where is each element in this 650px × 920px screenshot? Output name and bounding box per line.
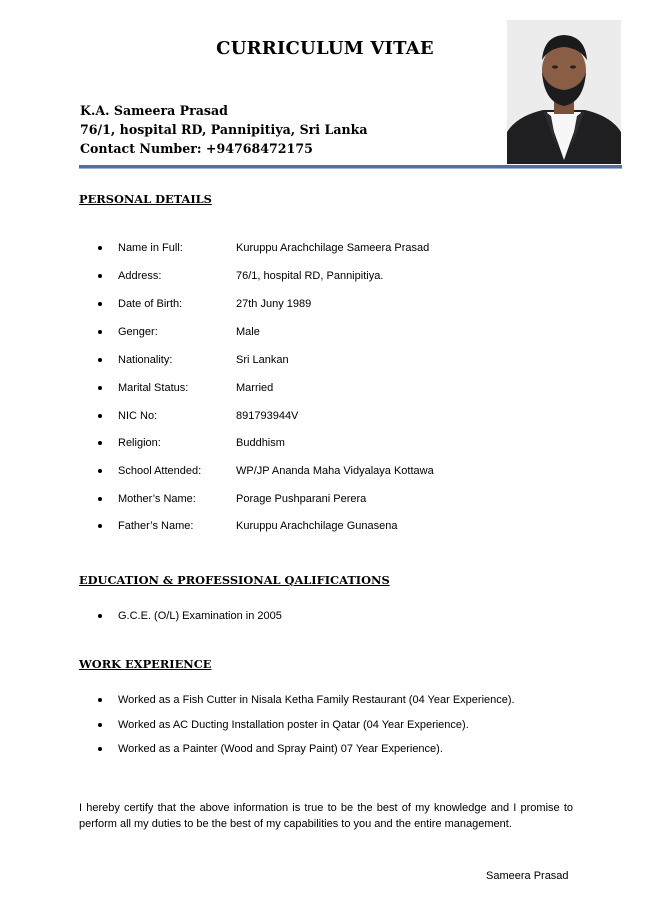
applicant-name: K.A. Sameera Prasad (80, 103, 228, 118)
profile-photo (507, 20, 621, 164)
bullet-icon (98, 747, 102, 751)
bullet-icon (98, 414, 102, 418)
personal-label: Marital Status: (118, 382, 189, 394)
bullet-icon (98, 698, 102, 702)
personal-label: NIC No: (118, 410, 158, 422)
header-divider-shadow (79, 168, 622, 169)
personal-value: Married (236, 382, 274, 394)
work-text: Worked as a Painter (Wood and Spray Paint) 07 Year Experience). (118, 743, 443, 755)
bullet-icon (98, 723, 102, 727)
work-experience-heading: WORK EXPERIENCE (79, 657, 212, 671)
bullet-icon (98, 497, 102, 501)
education-text: G.C.E. (O/L) Examination in 2005 (118, 610, 282, 622)
personal-label: Religion: (118, 437, 161, 449)
document-title: CURRICULUM VITAE (216, 38, 434, 59)
bullet-icon (98, 330, 102, 334)
bullet-icon (98, 469, 102, 473)
signature-name: Sameera Prasad (486, 870, 569, 882)
personal-label: Father’s Name: (118, 520, 194, 532)
personal-label: Address: (118, 270, 162, 282)
work-text: Worked as a Fish Cutter in Nisala Ketha Family Restaurant (04 Year Experience). (118, 694, 515, 706)
bullet-icon (98, 246, 102, 250)
applicant-contact: Contact Number: +94768472175 (80, 141, 313, 156)
personal-label: Mother’s Name: (118, 493, 196, 505)
personal-value: Kuruppu Arachchilage Sameera Prasad (236, 242, 430, 254)
personal-label: School Attended: (118, 465, 202, 477)
personal-label: Genger: (118, 326, 158, 338)
bullet-icon (98, 386, 102, 390)
personal-label: Name in Full: (118, 242, 183, 254)
personal-label: Date of Birth: (118, 298, 183, 310)
work-text: Worked as AC Ducting Installation poster in Qatar (04 Year Experience). (118, 719, 469, 731)
bullet-icon (98, 358, 102, 362)
personal-value: Male (236, 326, 260, 338)
personal-value: Buddhism (236, 437, 285, 449)
bullet-icon (98, 614, 102, 618)
applicant-address: 76/1, hospital RD, Pannipitiya, Sri Lanka (80, 122, 368, 137)
certification-statement: I hereby certify that the above information is true to be the best of my knowledge and I promise to perform all my duties to be the best of my capabilities to you and the entire management. (79, 802, 573, 830)
personal-value: Kuruppu Arachchilage Gunasena (236, 520, 398, 532)
bullet-icon (98, 524, 102, 528)
personal-value: 76/1, hospital RD, Pannipitiya. (236, 270, 384, 282)
education-heading: EDUCATION & PROFESSIONAL QALIFICATIONS (79, 573, 390, 587)
bullet-icon (98, 274, 102, 278)
personal-value: Sri Lankan (236, 354, 289, 366)
personal-details-heading: PERSONAL DETAILS (79, 192, 212, 206)
personal-value: 27th Juny 1989 (236, 298, 312, 310)
contact-block (80, 101, 368, 158)
personal-value: Porage Pushparani Perera (236, 493, 367, 505)
personal-label: Nationality: (118, 354, 173, 366)
bullet-icon (98, 302, 102, 306)
personal-value: 891793944V (236, 410, 299, 422)
bullet-icon (98, 441, 102, 445)
personal-value: WP/JP Ananda Maha Vidyalaya Kottawa (236, 465, 434, 477)
